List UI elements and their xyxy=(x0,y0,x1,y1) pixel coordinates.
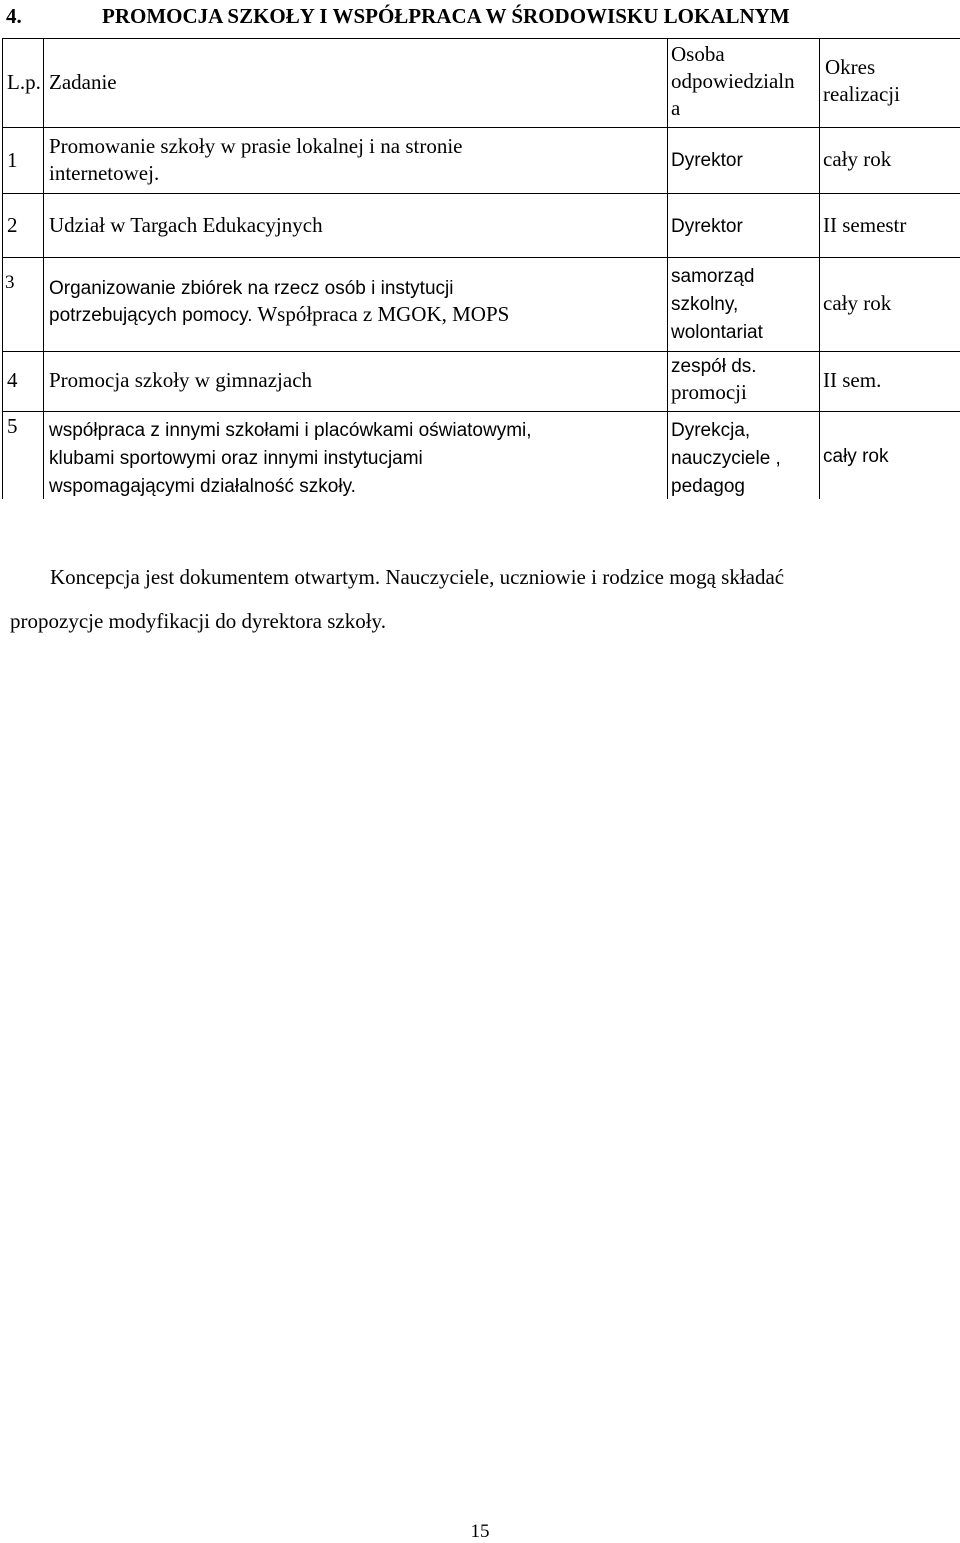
closing-note-line-2: propozycje modyfikacji do dyrektora szkoły. xyxy=(10,609,386,633)
row-1-responsible: Dyrektor xyxy=(671,150,743,171)
row-divider xyxy=(3,257,960,258)
section-number: 4. xyxy=(6,4,22,28)
row-3-task: Organizowanie zbiórek na rzecz osób i instytucji potrzebujących pomocy. Współpraca z MGOK, MOPS xyxy=(49,278,510,326)
closing-note xyxy=(0,555,960,643)
row-5-task: współpraca z innymi szkołami i placówkami oświatowymi, klubami sportowymi oraz innymi instytucjami wspomagającymi działalność szkoły. xyxy=(49,420,532,497)
row-3-number: 3 xyxy=(5,272,15,293)
row-2-responsible: Dyrektor xyxy=(671,216,743,237)
row-4-period: II sem. xyxy=(823,368,882,392)
header-period: Okres realizacji xyxy=(823,55,900,106)
column-divider xyxy=(819,39,820,499)
header-responsible: Osoba odpowiedzialn a xyxy=(671,42,795,120)
row-divider xyxy=(3,193,960,194)
header-lp: L.p. xyxy=(7,70,41,94)
row-divider xyxy=(3,351,960,352)
row-5-number: 5 xyxy=(7,414,18,438)
section-title: PROMOCJA SZKOŁY I WSPÓŁPRACA W ŚRODOWISKU LOKALNYM xyxy=(102,4,790,28)
row-3-period: cały rok xyxy=(823,291,892,315)
row-1-task: Promowanie szkoły w prasie lokalnej i na stronie internetowej. xyxy=(49,134,463,185)
section-heading xyxy=(6,4,790,29)
row-1-period: cały rok xyxy=(823,147,892,171)
row-2-period: II semestr xyxy=(823,213,907,237)
row-5-responsible: Dyrekcja, nauczyciele , pedagog xyxy=(671,420,781,497)
row-4-responsible: zespół ds. promocji xyxy=(671,356,757,404)
row-4-number: 4 xyxy=(7,368,18,392)
column-divider xyxy=(667,39,668,499)
column-divider xyxy=(43,39,44,499)
row-2-number: 2 xyxy=(7,213,18,237)
row-divider xyxy=(3,411,960,412)
row-4-task: Promocja szkoły w gimnazjach xyxy=(49,368,313,392)
row-3-responsible: samorząd szkolny, wolontariat xyxy=(671,266,763,343)
row-2-task: Udział w Targach Edukacyjnych xyxy=(49,213,323,237)
row-1-number: 1 xyxy=(7,148,18,172)
row-5-period: cały rok xyxy=(823,446,889,467)
closing-note-line-1: Koncepcja jest dokumentem otwartym. Nauczyciele, uczniowie i rodzice mogą składać xyxy=(50,565,785,589)
page-number: 15 xyxy=(470,1521,490,1542)
plan-table xyxy=(2,38,960,499)
header-task: Zadanie xyxy=(49,70,117,94)
row-divider xyxy=(3,127,960,128)
